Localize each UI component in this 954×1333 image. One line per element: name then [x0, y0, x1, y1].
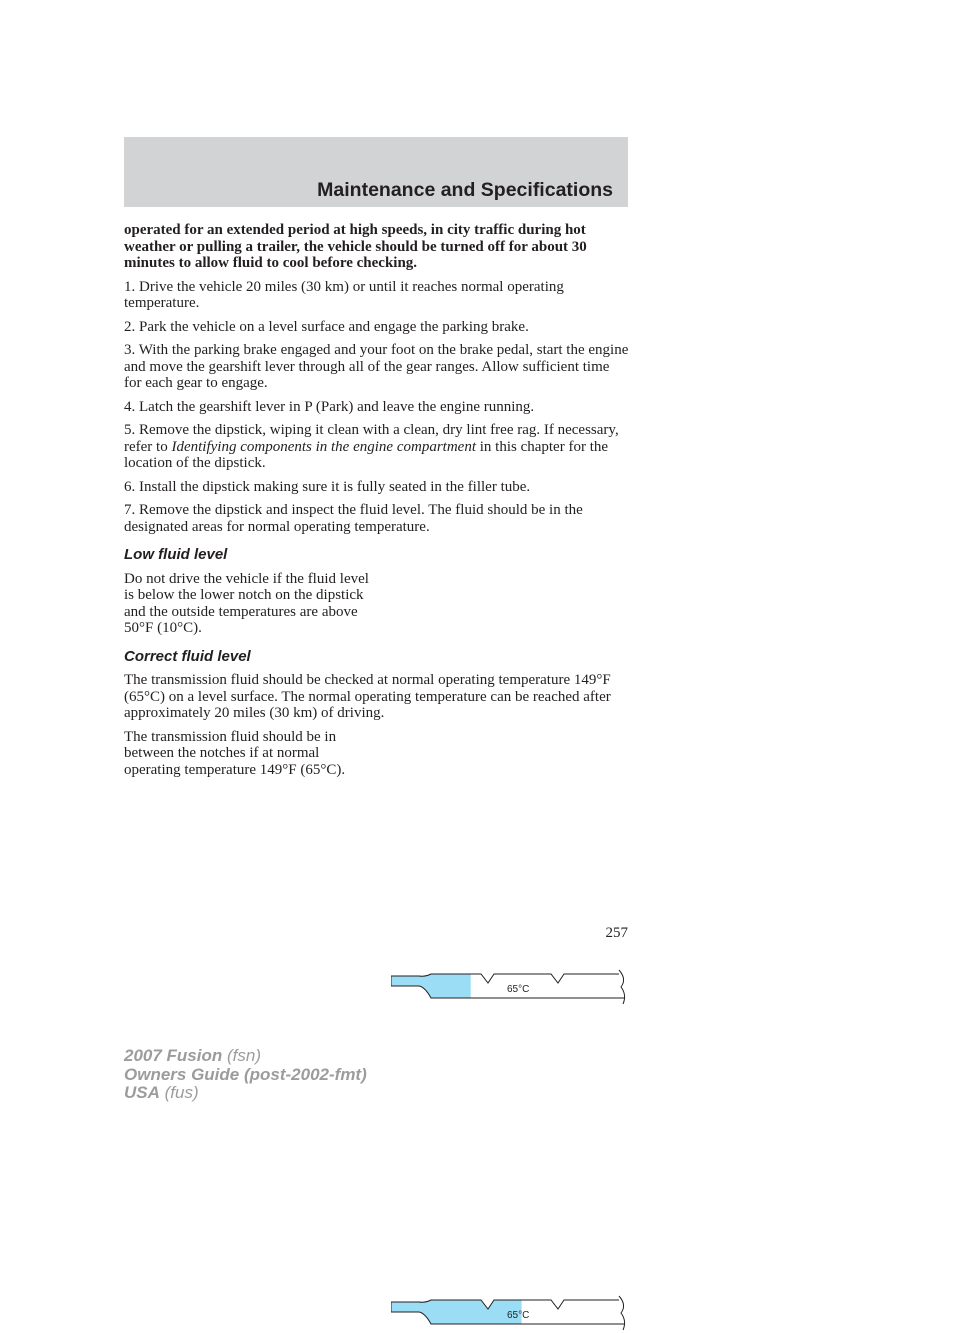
temperature-label: 65°C [507, 983, 530, 995]
step-5-reference: Identifying components in the engine compartment [171, 438, 476, 455]
dipstick-break-mark [619, 1296, 625, 1330]
step-5-text: 5. Remove the dipstick, wiping it clean with a clean, dry lint free rag. If necessary, refer to [124, 422, 619, 455]
footer-line-2: Owners Guide (post-2002-fmt) [124, 1064, 367, 1084]
correct-fluid-heading: Correct fluid level [124, 647, 251, 665]
dipstick-break-mark [619, 970, 625, 1004]
step-6: 6. Install the dipstick making sure it is fully seated in the filler tube. [124, 478, 531, 495]
document-footer [124, 1047, 367, 1103]
footer-line-3: USA (fus) [124, 1083, 199, 1102]
page-number: 257 [605, 925, 628, 941]
step-2: 2. Park the vehicle on a level surface and engage the parking brake. [124, 318, 529, 335]
correct-fluid-text-1: The transmission fluid should be checked at normal operating temperature 149°F (65°C) on a level surface. The normal operating temperature can be reached after approximately 20 miles (30 km) of driving. [124, 672, 611, 721]
low-fluid-heading: Low fluid level [124, 546, 228, 563]
step-1: 1. Drive the vehicle 20 miles (30 km) or until it reaches normal operating temperature. [124, 278, 564, 311]
step-5-text-end: in this chapter for the location of the dipstick. [124, 438, 609, 471]
correct-fluid-dipstick-diagram [391, 1293, 631, 1333]
footer-line-1: 2007 Fusion (fsn) [124, 1046, 261, 1065]
step-7: 7. Remove the dipstick and inspect the fluid level. The fluid should be in the designated areas for normal operating temperature. [124, 502, 583, 535]
section-title: Maintenance and Specifications [317, 179, 613, 201]
low-fluid-dipstick-diagram [391, 967, 631, 1007]
step-4: 4. Latch the gearshift lever in P (Park) and leave the engine running. [124, 398, 535, 415]
correct-fluid-text-2: The transmission fluid should be in between the notches if at normal operating temperature 149°F (65°C). [124, 728, 346, 778]
temperature-label: 65°C [507, 1309, 530, 1321]
low-fluid-text: Do not drive the vehicle if the fluid level is below the lower notch on the dipstick and the outside temperatures are above 50°F (10°C). [124, 570, 369, 636]
section-header-bar [124, 137, 628, 207]
step-3: 3. With the parking brake engaged and your foot on the brake pedal, start the engine and move the gearshift lever through all of the gear ranges. Allow sufficient time for each gear to engage. [124, 342, 629, 391]
intro-warning: operated for an extended period at high speeds, in city traffic during hot weather or pulling a trailer, the vehicle should be turned off for about 30 minutes to allow fluid to cool before checking. [124, 222, 587, 271]
step-5 [124, 422, 630, 472]
